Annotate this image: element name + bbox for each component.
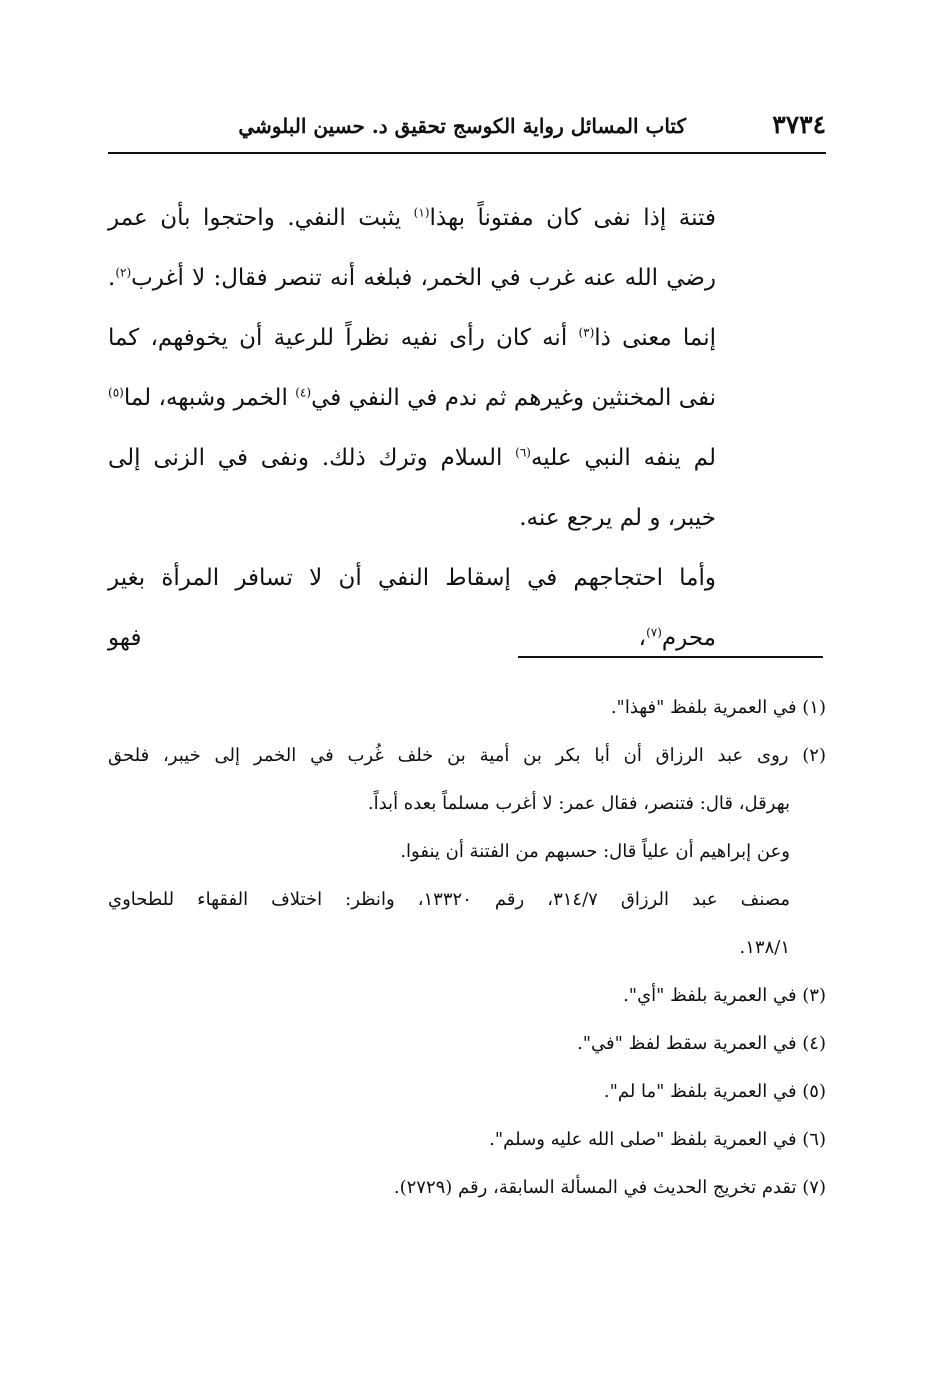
footnote-2-line-1: (٢) روى عبد الرزاق أن أبا بكر بن أمية بن خلف غُرب في الخمر إلى خيبر، فلحق: [108, 745, 826, 766]
text-span: وأما احتجاجهم في إسقاط النفي أن لا تسافر المرأة بغير محرم: [108, 565, 716, 651]
running-header: [108, 108, 826, 148]
footnote-2-line-4: مصنف عبد الرزاق ٣١٤/٧، رقم ١٣٣٢٠، وانظر: اختلاف الفقهاء للطحاوي: [108, 889, 790, 910]
footnote-divider: [518, 656, 823, 658]
footnote-7: (٧) تقدم تخريج الحديث في المسألة السابقة، رقم (٢٧٢٩).: [393, 1177, 826, 1198]
footnote-2-line-5: ١٣٨/١.: [739, 937, 790, 958]
main-text: [108, 188, 716, 668]
text-span: . إنما معنى ذا: [108, 265, 716, 351]
paragraph-2: [108, 548, 716, 668]
header-title: كتاب المسائل رواية الكوسج تحقيق د. حسين البلوشي: [238, 114, 686, 138]
text-span: السلام وترك ذلك. ونفى في الزنى إلى خيبر، و لم يرجع عنه.: [108, 445, 716, 531]
footnote-ref-7[interactable]: (٧): [646, 625, 662, 640]
footnote-5: (٥) في العمرية بلفظ "ما لم".: [603, 1081, 826, 1102]
page-number: ٣٧٣٤: [772, 110, 826, 139]
footnote-ref-4[interactable]: (٤): [295, 385, 312, 400]
text-span: فتنة إذا نفى كان مفتوناً بهذا: [429, 205, 716, 231]
footnote-1: (١) في العمرية بلفظ "فهذا".: [610, 697, 826, 718]
footnote-ref-3[interactable]: (٣): [578, 325, 595, 340]
text-span: الخمر وشبهه، لما: [123, 385, 296, 411]
footnote-6: (٦) في العمرية بلفظ "صلى الله عليه وسلم".: [489, 1129, 826, 1150]
footnote-ref-1[interactable]: (١): [413, 205, 430, 220]
footnote-2-line-3: وعن إبراهيم أن علياً قال: حسبهم من الفتنة أن ينفوا.: [400, 841, 790, 862]
footnote-3: (٣) في العمرية بلفظ "أي".: [623, 985, 826, 1006]
text-span: يثبت النفي. واحتجوا بأن عمر رضي الله عنه غرب في الخمر، فبلغه أنه تنصر فقال: لا أغرب: [108, 205, 716, 291]
footnote-4: (٤) في العمرية سقط لفظ "في".: [577, 1033, 826, 1054]
paragraph-1: [108, 188, 716, 548]
text-span: أنه كان رأى نفيه نظراً للرعية أن يخوفهم، كما نفى المخنثين وغيرهم ثم ندم في النفي في: [108, 325, 716, 411]
footnote-ref-5[interactable]: (٥): [108, 385, 124, 400]
text-span: لم ينفه النبي عليه: [530, 445, 716, 471]
footnote-2-line-2: بهرقل، قال: فتنصر، فقال عمر: لا أغرب مسلماً بعده أبداً.: [367, 793, 790, 814]
footnote-ref-6[interactable]: (٦): [515, 445, 531, 460]
header-divider: [108, 152, 826, 154]
footnotes: [108, 684, 826, 1212]
footnote-ref-2[interactable]: (٢): [115, 265, 132, 280]
text-span: ، فهو: [108, 625, 647, 651]
